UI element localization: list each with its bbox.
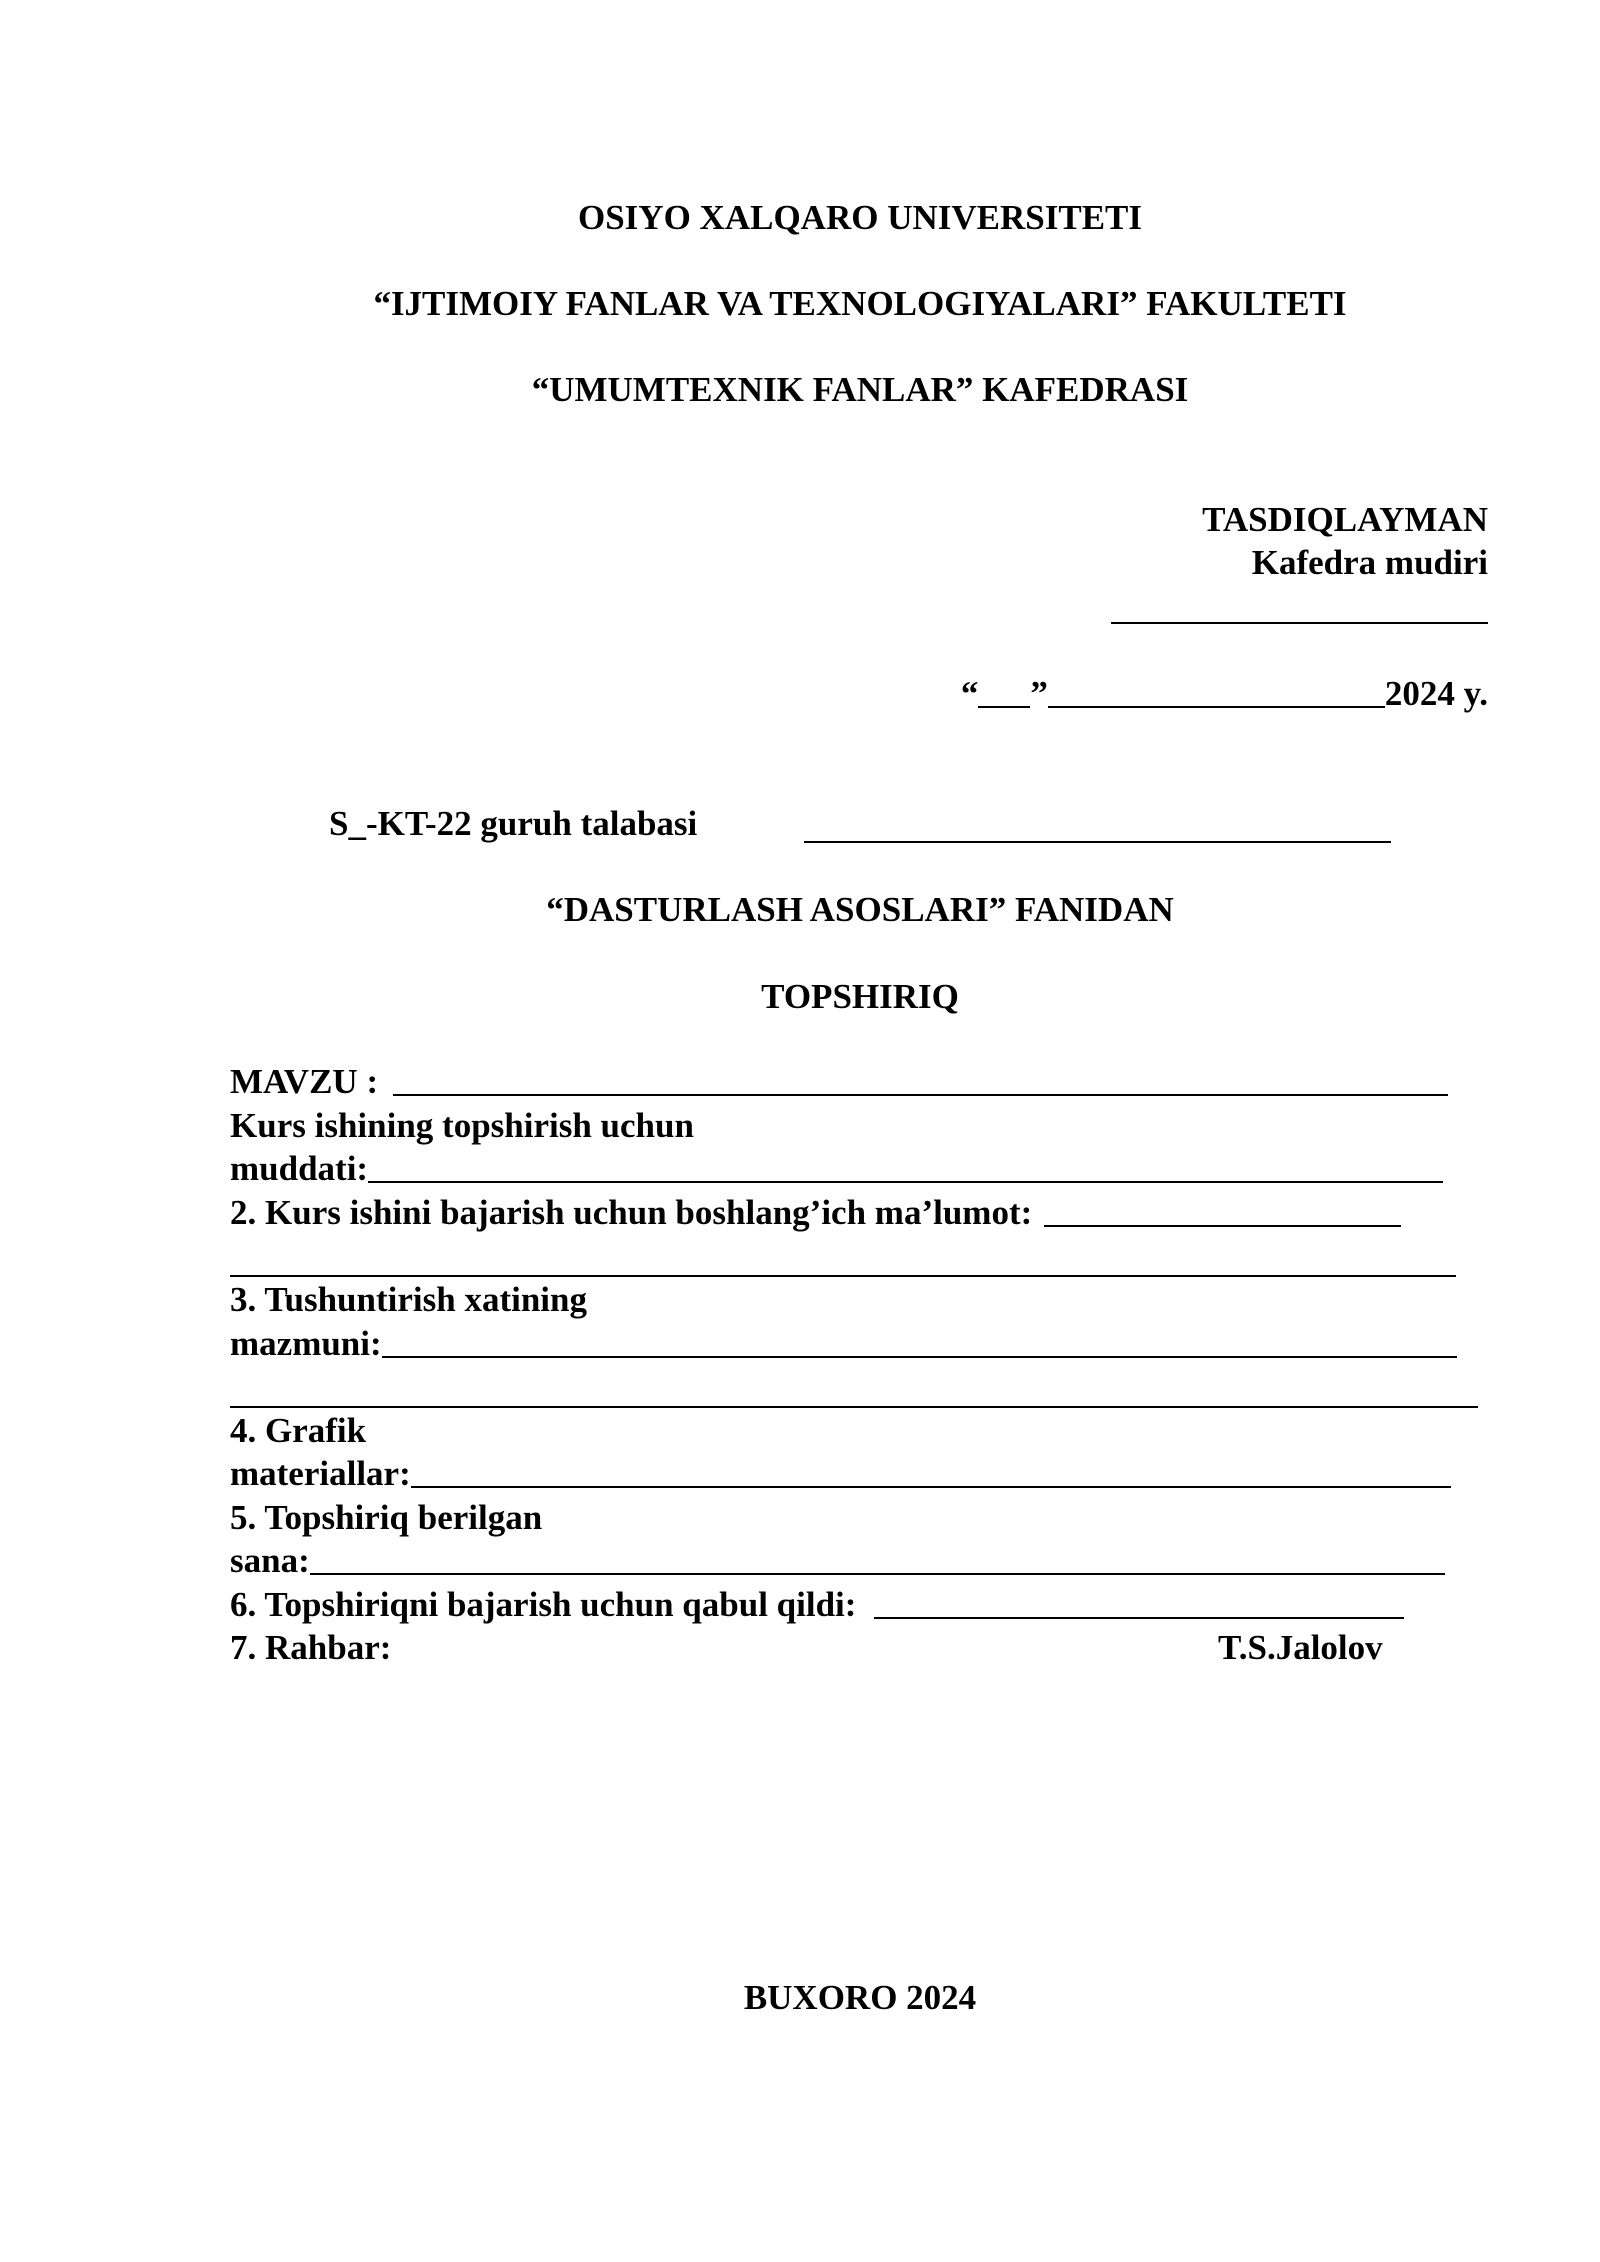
- item2-continuation-line: [230, 1275, 1456, 1277]
- date-close-quote: ”: [1030, 674, 1048, 713]
- date-month-blank: [1048, 672, 1385, 708]
- document-type: TOPSHIRIQ: [761, 977, 959, 1016]
- item2-row: [230, 1191, 1401, 1235]
- item3-label-line1: 3. Tushuntirish xatining: [230, 1280, 587, 1319]
- faculty-name: “IJTIMOIY FANLAR VA TEXNOLOGIYALARI” FAKULTETI: [373, 284, 1347, 323]
- item5-blank: [310, 1539, 1445, 1575]
- item4-label-line2: materiallar:: [230, 1454, 411, 1493]
- deadline-blank: [368, 1147, 1443, 1183]
- item6-blank: [874, 1583, 1404, 1619]
- item3-label-line2: mazmuni:: [230, 1324, 382, 1363]
- item6-label: 6. Topshiriqni bajarish uchun qabul qildi:: [230, 1585, 857, 1624]
- item3-continuation-line: [230, 1406, 1478, 1408]
- mavzu-blank: [393, 1060, 1448, 1096]
- item4-label-line1: 4. Grafik: [230, 1411, 367, 1450]
- approval-title: TASDIQLAYMAN: [1202, 500, 1488, 539]
- student-group-label: S_-KT-22 guruh talabasi: [329, 804, 698, 843]
- item5-label-line2: sana:: [230, 1541, 310, 1580]
- approval-signature-line: [1111, 622, 1488, 624]
- item3-row: [230, 1322, 1457, 1366]
- mavzu-row: [230, 1060, 1448, 1104]
- item4-row: [230, 1452, 1451, 1496]
- item3-blank: [382, 1322, 1457, 1358]
- date-open-quote: “: [960, 674, 979, 713]
- approval-date: [961, 672, 1488, 716]
- city-year: BUXORO 2024: [743, 1978, 977, 2017]
- deadline-label-line1: Kurs ishining topshirish uchun: [230, 1106, 694, 1145]
- supervisor-name: T.S.Jalolov: [1218, 1628, 1383, 1667]
- subject-title: “DASTURLASH ASOSLARI” FANIDAN: [546, 890, 1174, 929]
- item5-label-line1: 5. Topshiriq berilgan: [230, 1498, 543, 1537]
- item6-row: [230, 1583, 1404, 1627]
- mavzu-label: MAVZU :: [230, 1062, 379, 1101]
- item7-label: 7. Rahbar:: [230, 1628, 392, 1667]
- approval-position: Kafedra mudiri: [1251, 543, 1488, 582]
- item4-blank: [411, 1452, 1451, 1488]
- date-year: 2024 y.: [1384, 674, 1488, 713]
- deadline-label-line2: muddati:: [230, 1149, 369, 1188]
- university-name: OSIYO XALQARO UNIVERSITETI: [577, 198, 1143, 237]
- item5-row: [230, 1539, 1445, 1583]
- date-day-blank: [978, 672, 1030, 708]
- item2-label: 2. Kurs ishini bajarish uchun boshlang’ich ma’lumot:: [230, 1193, 1033, 1232]
- deadline-row: [230, 1147, 1443, 1191]
- department-name: “UMUMTEXNIK FANLAR” KAFEDRASI: [531, 370, 1189, 409]
- item2-blank: [1044, 1191, 1401, 1227]
- student-name-line: [804, 841, 1391, 843]
